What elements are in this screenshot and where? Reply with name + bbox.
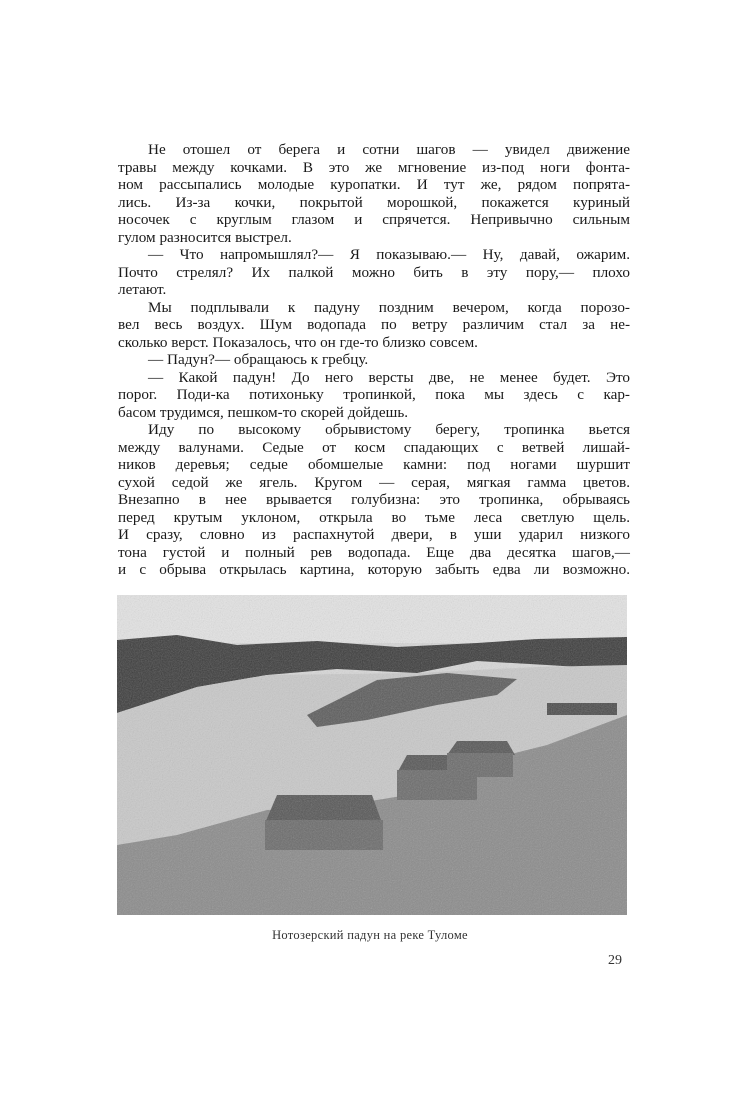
figure-caption: Нотозерский падун на реке Туломе xyxy=(272,928,468,942)
text-line: сухой седой же ягель. Кругом — серая, мягкая гамма цветов. xyxy=(118,473,630,491)
text-line: — Какой падун! До него версты две, не менее будет. Это xyxy=(148,368,630,386)
text-line: Иду по высокому обрывистому берегу, тропинка вьется xyxy=(148,421,630,438)
body-text xyxy=(118,141,630,579)
text-line: вел весь воздух. Шум водопада по ветру различим стал за не- xyxy=(118,316,630,333)
text-line: — Что напромышлял?— Я показываю.— Ну, давай, ожарим. xyxy=(148,246,630,263)
text-line: Внезапно в нее врывается голубизна: это тропинка, обрываясь xyxy=(118,491,630,508)
text-line: летают. xyxy=(118,281,167,298)
text-line: лись. Из-за кочки, покрытой морошкой, покажется куриный xyxy=(118,193,630,211)
text-line: ном рассыпались молодые куропатки. И тут же, рядом попрята- xyxy=(118,176,630,193)
text-line: Почто стрелял? Их палкой можно бить в эту пору,— плохо xyxy=(118,263,630,281)
text-line: — Падун?— обращаюсь к гребцу. xyxy=(148,351,369,368)
text-line: тона густой и полный рев водопада. Еще два десятка шагов,— xyxy=(118,543,630,561)
text-line: между валунами. Седые от косм спадающих с ветвей лишай- xyxy=(118,438,630,456)
text-line: басом трудимся, пешком-то скорей дойдешь. xyxy=(118,403,409,421)
river-photo xyxy=(117,595,627,915)
text-line: Мы подплывали к падуну поздним вечером, когда порозо- xyxy=(148,298,630,316)
text-line: и с обрыва открылась картина, которую забыть едва ли возможно. xyxy=(118,561,630,578)
text-line: травы между кочками. В это же мгновение из-под ноги фонта- xyxy=(118,158,630,176)
text-line: носочек с круглым глазом и спрячется. Непривычно сильным xyxy=(118,211,630,228)
text-line: сколько верст. Показалось, что он где-то близко совсем. xyxy=(118,333,478,351)
text-line: Не отошел от берега и сотни шагов — увидел движение xyxy=(148,141,630,158)
text-line: ников деревья; седые обомшелые камни: под ногами шуршит xyxy=(118,456,630,473)
text-line: И сразу, словно из распахнутой двери, в уши ударил низкого xyxy=(118,526,630,543)
text-line: порог. Поди-ка потихоньку тропинкой, пока мы здесь с кар- xyxy=(118,386,630,403)
text-line: гулом разносится выстрел. xyxy=(118,228,292,246)
page-number: 29 xyxy=(608,953,622,968)
text-line: перед крутым уклоном, открыла во тьме леса светлую щель. xyxy=(118,508,630,526)
